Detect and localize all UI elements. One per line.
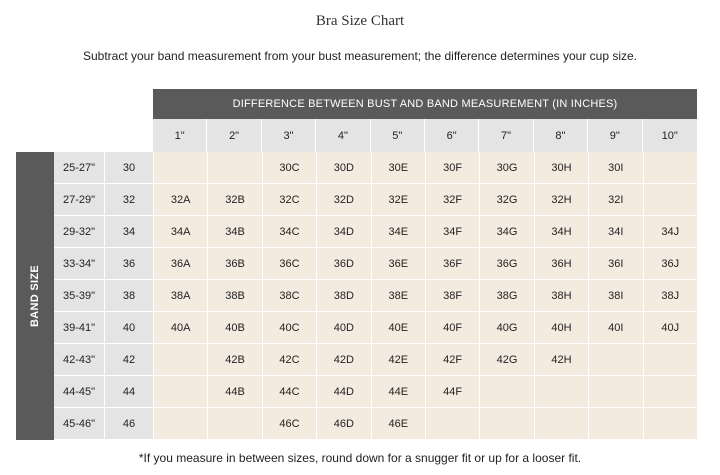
size-cell: 36G (479, 248, 533, 280)
size-cell: 36C (262, 248, 316, 280)
size-cell: 34G (479, 216, 533, 248)
size-cell: 32A (153, 184, 207, 216)
band-measurement: 25-27" (54, 152, 104, 184)
size-cell: 42B (207, 344, 261, 376)
band-measurement: 42-43" (54, 344, 104, 376)
size-cell (479, 376, 533, 408)
band-size: 30 (104, 152, 153, 184)
table-row (54, 280, 697, 312)
difference-header: DIFFERENCE BETWEEN BUST AND BAND MEASUREMENT (IN INCHES) (153, 89, 697, 119)
size-cell: 36F (425, 248, 479, 280)
table-row (54, 344, 697, 376)
size-cell: 36H (534, 248, 588, 280)
table-row (54, 216, 697, 248)
size-cell (207, 408, 261, 440)
band-measurement: 44-45" (54, 376, 104, 408)
page-title: Bra Size Chart (315, 13, 405, 29)
size-cell (643, 184, 697, 216)
band-measurement: 39-41" (54, 312, 104, 344)
size-cell: 40J (643, 312, 697, 344)
band-size: 38 (104, 280, 153, 312)
size-cell: 30C (262, 152, 316, 184)
size-cell: 38A (153, 280, 207, 312)
column-header: 10" (643, 119, 697, 152)
band-size: 32 (104, 184, 153, 216)
size-cell: 38H (534, 280, 588, 312)
size-cell: 30I (588, 152, 642, 184)
table-row (54, 376, 697, 408)
size-cell (643, 152, 697, 184)
size-cell (153, 376, 207, 408)
band-size: 46 (104, 408, 153, 440)
size-cell (153, 344, 207, 376)
size-cell: 32H (534, 184, 588, 216)
size-cell: 44E (371, 376, 425, 408)
column-header: 1" (153, 119, 207, 152)
size-cell: 32F (425, 184, 479, 216)
column-header: 3" (262, 119, 316, 152)
size-cell: 36B (207, 248, 261, 280)
size-cell: 32I (588, 184, 642, 216)
size-cell: 34I (588, 216, 642, 248)
size-cell: 40H (534, 312, 588, 344)
size-cell: 38G (479, 280, 533, 312)
table-row (54, 408, 697, 440)
band-size: 40 (104, 312, 153, 344)
column-header: 7" (479, 119, 533, 152)
size-cell: 40G (479, 312, 533, 344)
column-header: 2" (207, 119, 261, 152)
band-measurement: 29-32" (54, 216, 104, 248)
size-cell: 34C (262, 216, 316, 248)
instruction-text: Subtract your band measurement from your bust measurement; the difference determines your cup size. (82, 49, 638, 63)
size-cell: 30H (534, 152, 588, 184)
band-size-label (16, 152, 54, 440)
band-measurement: 45-46" (54, 408, 104, 440)
size-cell: 40C (262, 312, 316, 344)
size-cell: 38B (207, 280, 261, 312)
size-cell: 36E (371, 248, 425, 280)
size-cell: 42E (371, 344, 425, 376)
size-cell: 36A (153, 248, 207, 280)
table-row (54, 248, 697, 280)
size-cell: 42D (316, 344, 370, 376)
size-cell: 34F (425, 216, 479, 248)
size-cell: 36D (316, 248, 370, 280)
band-size-label-text: BAND SIZE (29, 265, 42, 327)
band-measurement: 35-39" (54, 280, 104, 312)
size-cell: 38E (371, 280, 425, 312)
column-header: 5" (371, 119, 425, 152)
size-cell: 42G (479, 344, 533, 376)
footnote: *If you measure in between sizes, round down for a snugger fit or up for a looser fit. (138, 451, 582, 465)
table-row (54, 152, 697, 184)
size-cell (207, 152, 261, 184)
size-cell: 46D (316, 408, 370, 440)
table-row (54, 312, 697, 344)
size-cell (153, 152, 207, 184)
size-cell: 34J (643, 216, 697, 248)
size-cell: 38I (588, 280, 642, 312)
size-cell: 36I (588, 248, 642, 280)
size-cell: 38F (425, 280, 479, 312)
size-cell: 32G (479, 184, 533, 216)
size-cell: 44C (262, 376, 316, 408)
size-cell (643, 344, 697, 376)
size-cell: 44D (316, 376, 370, 408)
band-size: 34 (104, 216, 153, 248)
size-cell (425, 408, 479, 440)
size-cell: 42H (534, 344, 588, 376)
size-cell: 40I (588, 312, 642, 344)
band-size: 44 (104, 376, 153, 408)
size-cell: 40A (153, 312, 207, 344)
size-cell: 32D (316, 184, 370, 216)
size-cell: 30D (316, 152, 370, 184)
size-cell: 34B (207, 216, 261, 248)
table-row (54, 184, 697, 216)
size-cell: 42F (425, 344, 479, 376)
size-cell: 30E (371, 152, 425, 184)
column-header: 6" (425, 119, 479, 152)
size-cell: 30F (425, 152, 479, 184)
column-header: 9" (588, 119, 642, 152)
size-cell: 40B (207, 312, 261, 344)
size-cell: 34D (316, 216, 370, 248)
size-cell (643, 408, 697, 440)
size-table-body (54, 152, 697, 440)
size-cell: 32C (262, 184, 316, 216)
size-cell: 34A (153, 216, 207, 248)
size-cell: 40D (316, 312, 370, 344)
band-measurement: 33-34" (54, 248, 104, 280)
size-cell: 40E (371, 312, 425, 344)
size-cell (588, 376, 642, 408)
size-cell: 44F (425, 376, 479, 408)
band-size: 36 (104, 248, 153, 280)
size-cell: 46C (262, 408, 316, 440)
size-cell: 38J (643, 280, 697, 312)
size-cell: 34E (371, 216, 425, 248)
size-cell: 32B (207, 184, 261, 216)
column-header: 4" (316, 119, 370, 152)
size-cell: 34H (534, 216, 588, 248)
band-measurement: 27-29" (54, 184, 104, 216)
size-cell (588, 408, 642, 440)
size-cell (588, 344, 642, 376)
column-header: 8" (534, 119, 588, 152)
size-cell: 38D (316, 280, 370, 312)
size-cell: 44B (207, 376, 261, 408)
size-cell (534, 376, 588, 408)
size-cell (643, 376, 697, 408)
size-cell: 32E (371, 184, 425, 216)
size-cell: 42C (262, 344, 316, 376)
size-cell: 38C (262, 280, 316, 312)
band-size: 42 (104, 344, 153, 376)
size-cell (479, 408, 533, 440)
size-cell: 30G (479, 152, 533, 184)
size-cell: 46E (371, 408, 425, 440)
cup-difference-columns (153, 119, 697, 152)
size-cell: 36J (643, 248, 697, 280)
size-cell (534, 408, 588, 440)
size-cell: 40F (425, 312, 479, 344)
size-cell (153, 408, 207, 440)
